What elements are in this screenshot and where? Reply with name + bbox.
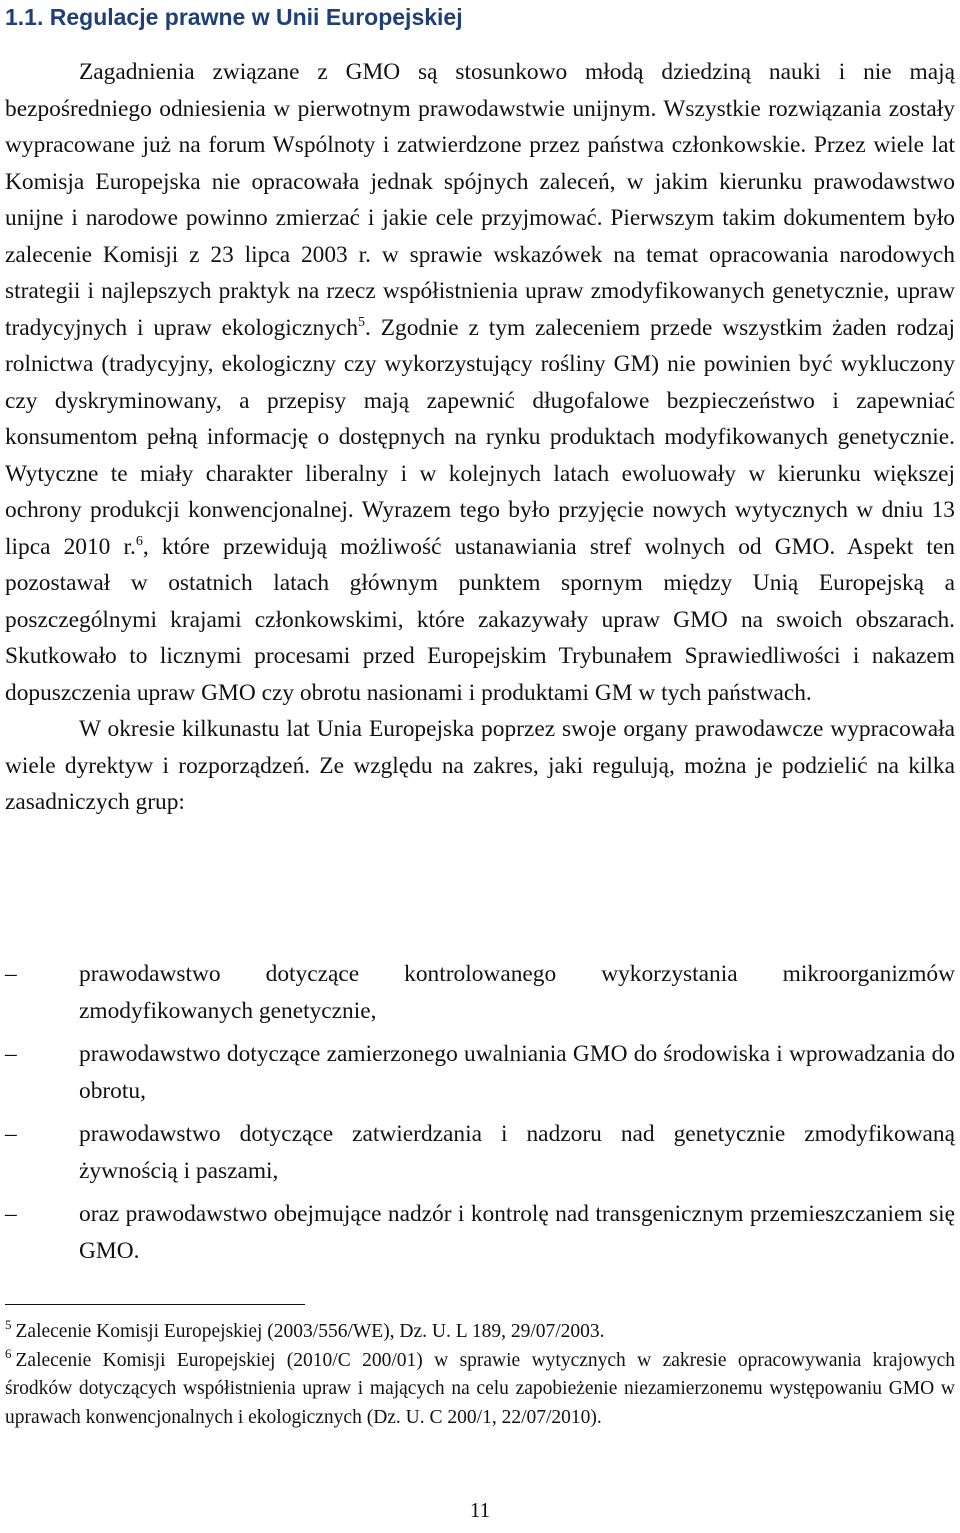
dash-bullet: – <box>5 1201 17 1227</box>
list-item <box>5 1196 955 1269</box>
paragraph-1-text-a: Zagadnienia związane z GMO są stosunkowo młodą dziedziną nauki i nie mają bezpośredniego odniesienia w pierwotnym prawodawstwie unijnym. Wszystkie rozwiązania zostały wypracowane już na forum Wspólnoty i zatwierdzone przez państwa członkowskie. Przez wiele lat Komisja Europejska nie opracowała jednak spójnych zaleceń, w jakim kierunku prawodawstwo unijne i narodowe powinno zmierzać i jakie cele przyjmować. Pierwszym takim dokumentem było zalecenie Komisji z 23 lipca 2003 r. w sprawie wskazówek na temat opracowania narodowych strategii i najlepszych praktyk na rzecz współistnienia upraw zmodyfikowanych genetycznie, upraw tradycyjnych i upraw ekologicznych <box>5 59 955 341</box>
paragraph-1-text-c: , które przewidują możliwość ustanawiania stref wolnych od GMO. Aspekt ten pozostawał w ostatnich latach głównym punktem spornym między Unią Europejską a poszczególnymi krajami członkowskimi, które zakazywały upraw GMO na swoich obszarach. Skutkowało to licznymi procesami przed Europejskim Trybunałem Sprawiedliwości i nakazem dopuszczenia upraw GMO czy obrotu nasionami i produktami GM w tych państwach. <box>5 533 956 706</box>
footnote-mark: 5 <box>5 1317 12 1332</box>
footnote-ref-5[interactable]: 5 <box>358 314 366 330</box>
footnote-6 <box>5 1347 955 1433</box>
footnote-ref-6[interactable]: 6 <box>135 533 143 549</box>
footnote-text: Zalecenie Komisji Europejskiej (2010/C 200/01) w sprawie wytycznych w zakresie opracowywania krajowych środków dotyczących współistnienia upraw i mających na celu zapobieżenie niezamierzonemu występowaniu GMO w uprawach konwencjonalnych i ekologicznych (Dz. U. C 200/1, 22/07/2010). <box>5 1349 955 1428</box>
page-number: 11 <box>469 1498 491 1522</box>
list-item-text: prawodawstwo dotyczące kontrolowanego wykorzystania mikroorganizmów zmodyfikowanych genetycznie, <box>79 961 955 1024</box>
list-item <box>5 956 955 1029</box>
paragraph-1 <box>5 54 955 711</box>
footnote-text: Zalecenie Komisji Europejskiej (2003/556/WE), Dz. U. L 189, 29/07/2003. <box>15 1321 605 1342</box>
footnote-mark: 6 <box>5 1345 12 1361</box>
list-item-text: oraz prawodawstwo obejmujące nadzór i kontrolę nad transgenicznym przemieszczaniem się GMO. <box>79 1201 955 1264</box>
body-text <box>5 54 955 821</box>
dash-bullet: – <box>5 1121 17 1147</box>
list-item-text: prawodawstwo dotyczące zatwierdzania i nadzoru nad genetycznie zmodyfikowaną żywnością i paszami, <box>79 1121 955 1184</box>
footnote-5 <box>5 1318 955 1347</box>
footnote-separator <box>5 1304 305 1305</box>
list-item <box>5 1116 955 1189</box>
paragraph-2: W okresie kilkunastu lat Unia Europejska poprzez swoje organy prawodawcze wypracowała wiele dyrektyw i rozporządzeń. Ze względu na zakres, jaki regulują, można je podzielić na kilka zasadniczych grup: <box>5 716 955 815</box>
list-item <box>5 1036 955 1109</box>
dash-bullet: – <box>5 961 17 987</box>
regulation-groups-list <box>5 956 955 1276</box>
list-item-text: prawodawstwo dotyczące zamierzonego uwalniania GMO do środowiska i wprowadzania do obrotu, <box>79 1041 955 1104</box>
paragraph-1-text-b: . Zgodnie z tym zaleceniem przede wszystkim żaden rodzaj rolnictwa (tradycyjny, ekologiczny czy wykorzystujący rośliny GM) nie powinien być wykluczony czy dyskryminowany, a przepisy mają zapewnić długofalowe bezpieczeństwo i zapewniać konsumentom pełną informację o dostępnych na rynku produktach modyfikowanych genetycznie. Wytyczne te miały charakter liberalny i w kolejnych latach ewoluowały w kierunku większej ochrony produkcji konwencjonalnej. Wyrazem tego było przyjęcie nowych wytycznych w dniu 13 lipca 2010 r. <box>5 314 955 560</box>
section-heading: 1.1. Regulacje prawne w Unii Europejskiej <box>5 4 463 30</box>
footnotes <box>5 1318 955 1432</box>
dash-bullet: – <box>5 1041 17 1067</box>
